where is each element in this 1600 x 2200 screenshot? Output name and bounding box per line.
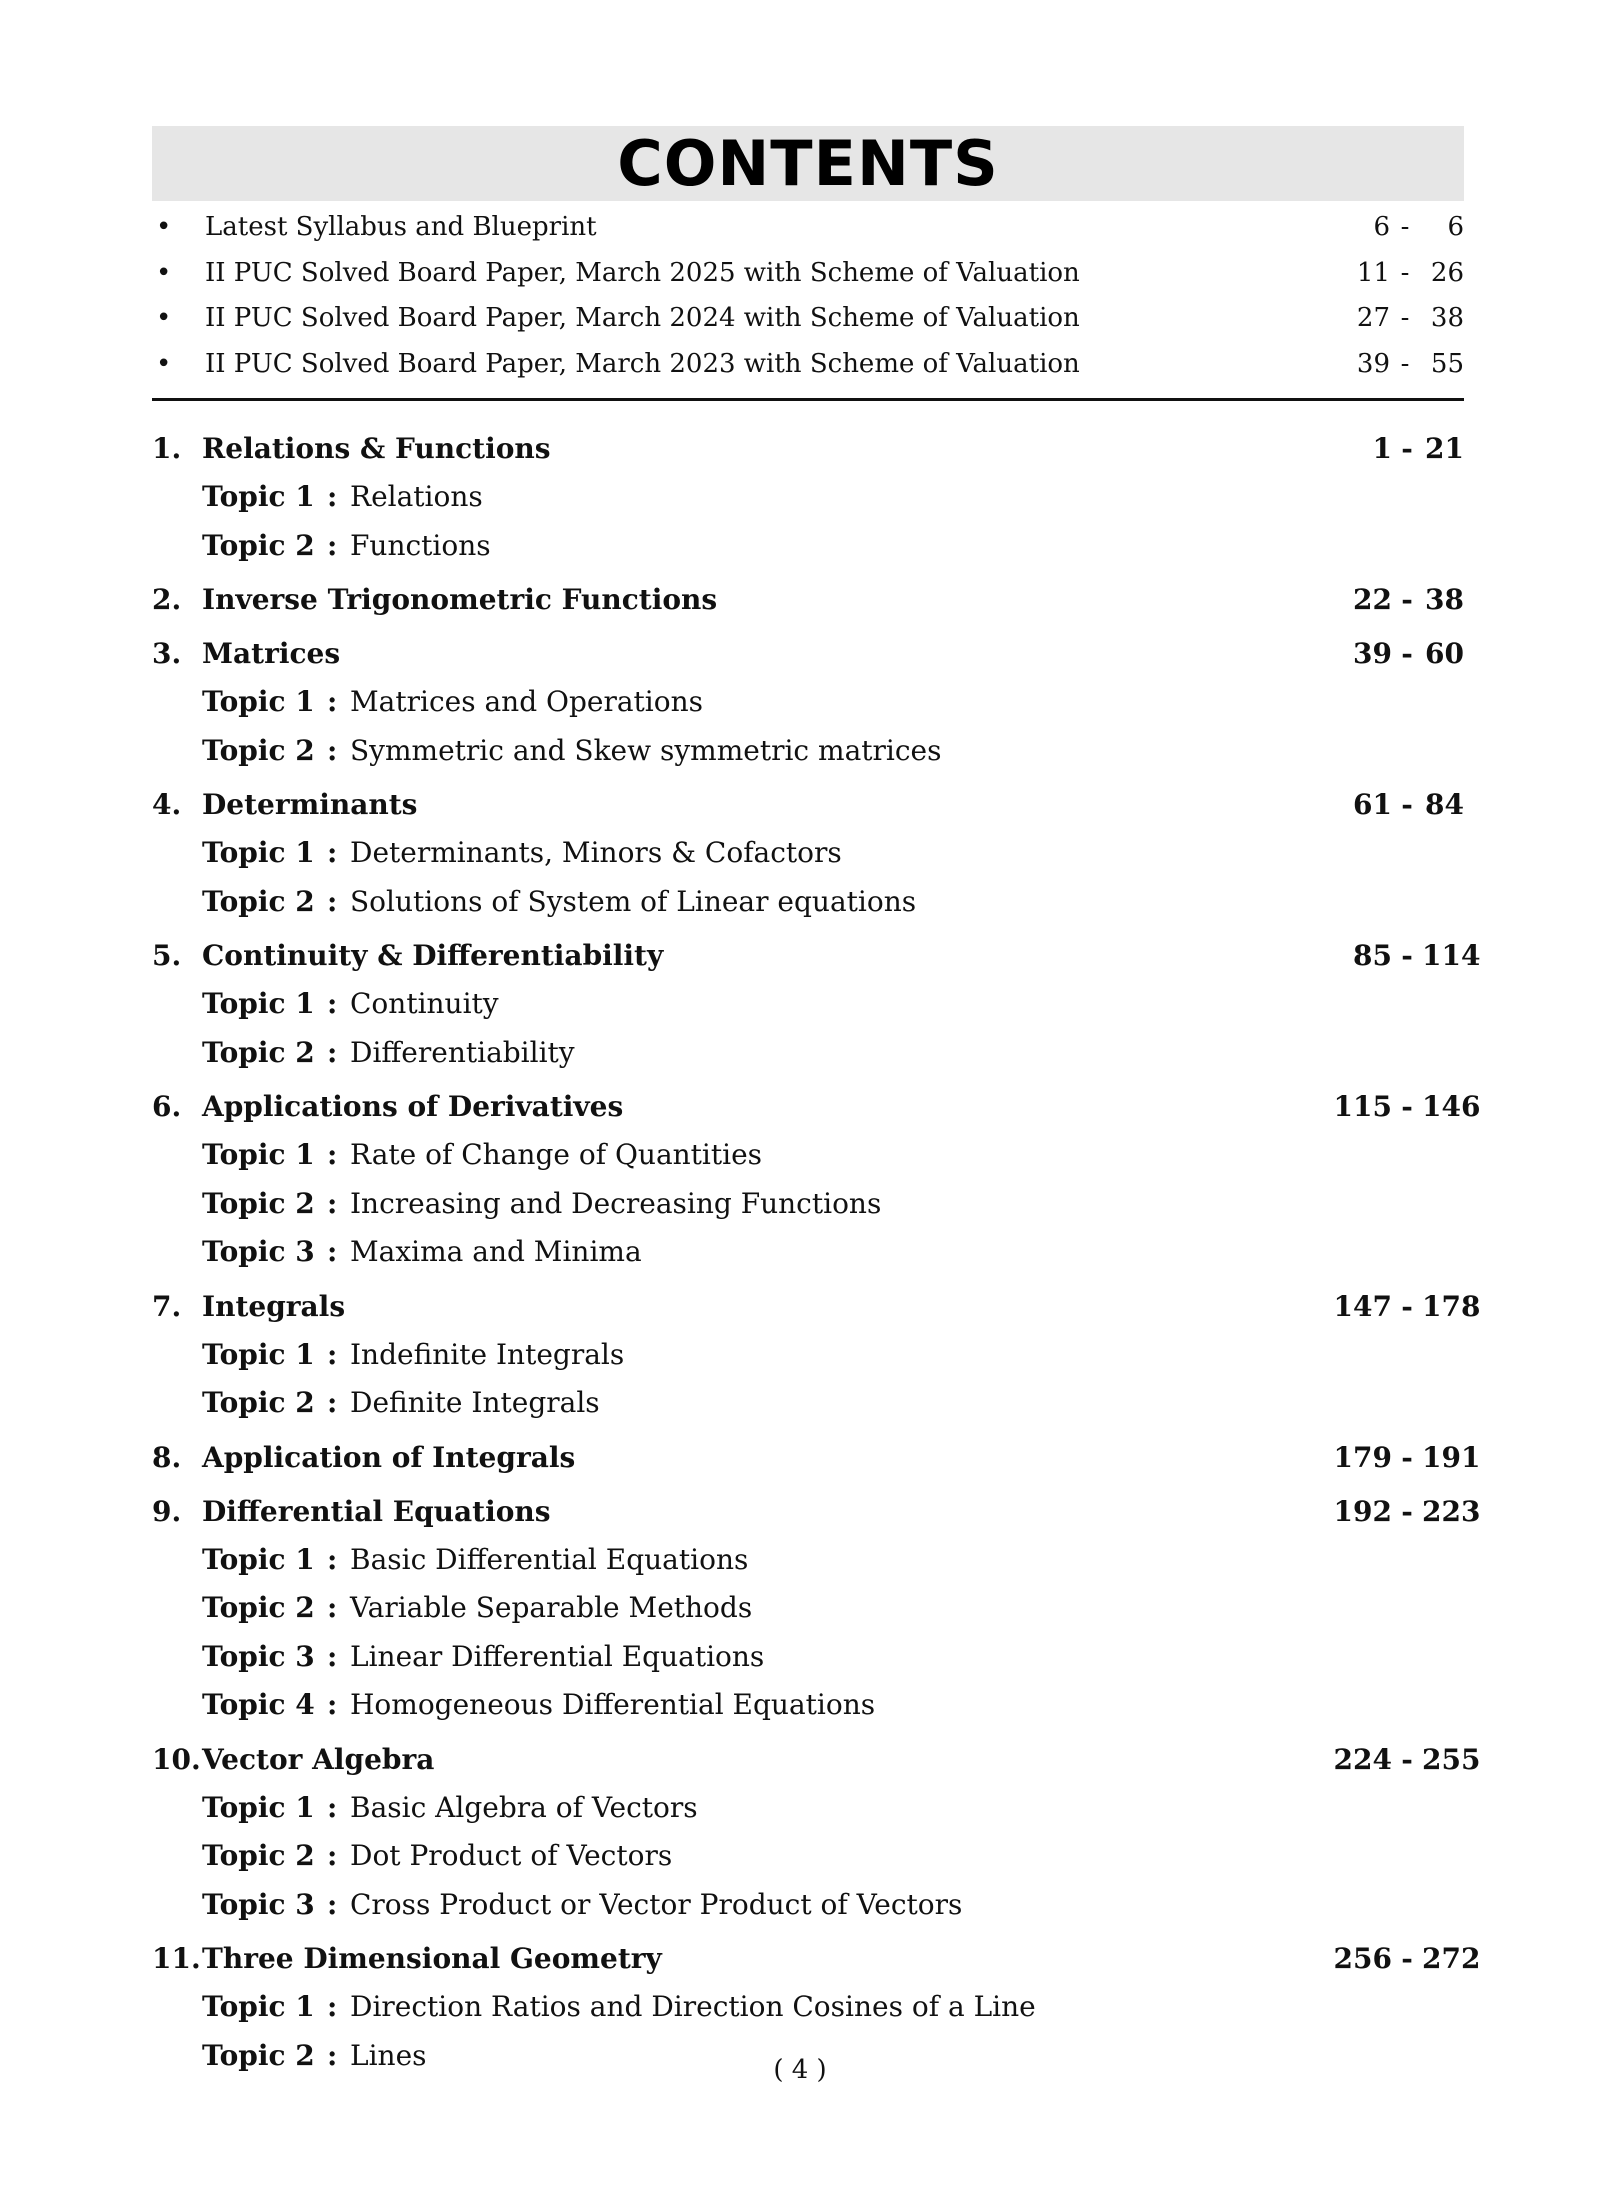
prelim-list: [152, 205, 1464, 387]
prelim-item: [152, 296, 1464, 342]
chapter-heading: [152, 424, 1464, 473]
topic-label: Topic 4: [202, 1688, 315, 1721]
chapter-number: 1.: [152, 432, 182, 465]
page-range-start: 39: [1356, 348, 1390, 379]
page-range-end: 272: [1422, 1942, 1481, 1975]
topic-title: Determinants, Minors & Cofactors: [350, 836, 842, 869]
topic-label: Topic 3: [202, 1887, 315, 1921]
topic-title: Linear Differential Equations: [350, 1639, 765, 1673]
page-range-start: 224: [1333, 1742, 1392, 1776]
topic-entry: [152, 522, 1464, 571]
topic-entry: [152, 678, 1464, 727]
topic-entry: [152, 1331, 1464, 1380]
chapter-number: 5.: [152, 939, 182, 972]
topic-title: Variable Separable Methods: [350, 1591, 753, 1624]
topic-colon: :: [327, 528, 338, 562]
page-range-dash: -: [1401, 637, 1413, 670]
page-range-end: 38: [1425, 583, 1464, 616]
page-number: ( 4 ): [773, 2055, 827, 2085]
topic-title: Increasing and Decreasing Functions: [350, 1186, 882, 1220]
topic-title: Definite Integrals: [350, 1386, 600, 1419]
topic-label: Topic 2: [202, 884, 315, 918]
topic-colon: :: [327, 1639, 338, 1673]
topic-label: Topic 2: [202, 733, 315, 767]
topic-entry: [152, 878, 1464, 927]
page-range-dash: -: [1401, 788, 1413, 821]
topic-label: Topic 2: [202, 1035, 315, 1069]
topic-label: Topic 3: [202, 1639, 315, 1673]
topic-title: Relations: [350, 480, 483, 513]
page-range-end: 55: [1430, 348, 1464, 379]
topic-title: Basic Algebra of Vectors: [350, 1790, 698, 1824]
topic-colon: :: [327, 1688, 338, 1721]
page-range-start: 192: [1333, 1494, 1392, 1528]
bullet-icon: •: [156, 348, 172, 379]
topic-colon: :: [327, 1337, 338, 1371]
page-range-start: 147: [1333, 1289, 1392, 1323]
chapter-title: Three Dimensional Geometry: [202, 1942, 662, 1975]
prelim-item: [152, 342, 1464, 388]
topic-label: Topic 1: [202, 1790, 315, 1824]
chapter-heading: [152, 780, 1464, 829]
page-range-end: 191: [1422, 1440, 1481, 1474]
page-range-start: 22: [1353, 583, 1392, 616]
topic-label: Topic 2: [202, 1386, 315, 1419]
page-range-dash: -: [1401, 1742, 1413, 1776]
topic-entry: [152, 1180, 1464, 1229]
topic-label: Topic 1: [202, 836, 315, 869]
chapter-heading: [152, 1487, 1481, 1536]
topic-label: Topic 2: [202, 1186, 315, 1220]
page-range-end: 26: [1430, 257, 1464, 288]
topic-entry: [152, 980, 1464, 1029]
topic-title: Lines: [350, 2038, 427, 2072]
topic-title: Differentiability: [350, 1035, 575, 1069]
topic-colon: :: [327, 1186, 338, 1220]
chapter-number: 7.: [152, 1289, 182, 1323]
topic-entry: [152, 1832, 1464, 1881]
topic-colon: :: [327, 733, 338, 767]
page-range-dash: -: [1401, 432, 1413, 465]
topic-label: Topic 2: [202, 2038, 315, 2072]
topic-colon: :: [327, 1790, 338, 1824]
topic-colon: :: [327, 1990, 338, 2023]
topic-entry: [152, 829, 1464, 878]
page-range-dash: -: [1401, 1289, 1413, 1323]
topic-title: Homogeneous Differential Equations: [350, 1688, 876, 1721]
topic-title: Indefinite Integrals: [350, 1337, 625, 1371]
bullet-icon: •: [156, 212, 172, 242]
topic-entry: [152, 727, 1464, 776]
chapter-heading: [152, 575, 1464, 624]
chapter-heading: [152, 1282, 1481, 1331]
chapter-heading: [152, 1082, 1481, 1131]
chapter-entry: [152, 424, 1464, 570]
prelim-title: II PUC Solved Board Paper, March 2025 with Scheme of Valuation: [205, 257, 1080, 288]
page-range-start: 39: [1353, 637, 1392, 670]
chapter-title: Inverse Trigonometric Functions: [202, 583, 718, 616]
topic-entry: [152, 1983, 1464, 2032]
page-range-start: 61: [1353, 788, 1392, 821]
page-range-end: 178: [1422, 1289, 1481, 1323]
topic-colon: :: [327, 1386, 338, 1419]
page-range-dash: -: [1400, 257, 1410, 288]
page-range-end: 84: [1425, 788, 1464, 821]
page-range-end: 6: [1447, 212, 1464, 242]
topic-colon: :: [327, 884, 338, 918]
topic-title: Continuity: [350, 987, 499, 1020]
chapter-number: 10.: [152, 1742, 201, 1776]
chapter-title: Applications of Derivatives: [202, 1090, 624, 1123]
page-range-start: 85: [1353, 939, 1392, 972]
topic-entry: [152, 1681, 1464, 1730]
page-range-start: 1: [1372, 432, 1392, 465]
chapter-entry: [152, 1487, 1481, 1730]
prelim-title: II PUC Solved Board Paper, March 2024 with Scheme of Valuation: [205, 303, 1080, 333]
topic-colon: :: [327, 685, 338, 718]
page-range-start: 11: [1356, 257, 1390, 288]
chapter-heading: [152, 1433, 1481, 1482]
chapter-entry: [152, 1082, 1481, 1277]
page-range-start: 6: [1373, 212, 1390, 242]
topic-title: Rate of Change of Quantities: [350, 1138, 763, 1171]
topic-colon: :: [327, 1591, 338, 1624]
page-range-dash: -: [1401, 939, 1413, 972]
page-range-start: 27: [1356, 303, 1390, 333]
chapter-entry: [152, 1433, 1481, 1482]
chapter-heading: [152, 1735, 1481, 1784]
chapter-entry: [152, 931, 1481, 1077]
page-range-start: 179: [1333, 1440, 1392, 1474]
topic-entry: [152, 1379, 1464, 1428]
topic-colon: :: [327, 987, 338, 1020]
page-range-end: 38: [1430, 303, 1464, 333]
page-range-end: 114: [1422, 939, 1481, 972]
page-range-dash: -: [1400, 303, 1410, 333]
topic-entry: [152, 1131, 1464, 1180]
topic-title: Symmetric and Skew symmetric matrices: [350, 733, 942, 767]
chapter-entry: [152, 780, 1464, 926]
page-range-end: 223: [1422, 1494, 1481, 1528]
page-range-start: 256: [1333, 1942, 1392, 1975]
topic-label: Topic 2: [202, 1591, 315, 1624]
prelim-title: Latest Syllabus and Blueprint: [205, 212, 597, 242]
page-range-end: 60: [1425, 637, 1464, 670]
topic-label: Topic 1: [202, 685, 315, 718]
title-band: [152, 126, 1464, 201]
topic-label: Topic 2: [202, 1839, 315, 1872]
topic-colon: :: [327, 2038, 338, 2072]
topic-colon: :: [327, 1235, 338, 1268]
chapter-title: Relations & Functions: [202, 432, 551, 465]
chapter-number: 4.: [152, 788, 182, 821]
page-range-dash: -: [1401, 1494, 1413, 1528]
prelim-title: II PUC Solved Board Paper, March 2023 with Scheme of Valuation: [205, 348, 1080, 379]
topic-title: Functions: [350, 528, 491, 562]
topic-colon: :: [327, 1542, 338, 1576]
chapter-title: Vector Algebra: [202, 1742, 435, 1776]
prelim-item: [152, 205, 1464, 251]
divider-rule: [152, 398, 1464, 401]
topic-label: Topic 3: [202, 1235, 315, 1268]
topic-title: Dot Product of Vectors: [350, 1839, 673, 1872]
chapter-entry: [152, 1282, 1481, 1428]
topic-entry: [152, 1784, 1464, 1833]
bullet-icon: •: [156, 303, 172, 333]
topic-entry: [152, 1584, 1464, 1633]
topic-label: Topic 1: [202, 1542, 315, 1576]
topic-colon: :: [327, 836, 338, 869]
page-range-dash: -: [1400, 212, 1410, 242]
topic-label: Topic 1: [202, 987, 315, 1020]
chapter-number: 2.: [152, 583, 182, 616]
topic-title: Solutions of System of Linear equations: [350, 884, 917, 918]
page-range-start: 115: [1333, 1090, 1392, 1123]
page-title: CONTENTS: [617, 127, 999, 200]
topic-entry: [152, 1881, 1464, 1930]
topic-title: Cross Product or Vector Product of Vectors: [350, 1887, 963, 1921]
page-range-dash: -: [1401, 1440, 1413, 1474]
chapter-entry: [152, 629, 1464, 775]
topic-entry: [152, 1228, 1464, 1277]
chapter-heading: [152, 1934, 1481, 1983]
chapter-title: Integrals: [202, 1289, 346, 1323]
chapter-entry: [152, 575, 1464, 624]
chapter-title: Determinants: [202, 788, 418, 821]
topic-colon: :: [327, 1138, 338, 1171]
page-range-dash: -: [1401, 583, 1413, 616]
chapter-entry: [152, 1735, 1481, 1930]
topic-title: Matrices and Operations: [350, 685, 704, 718]
chapter-heading: [152, 629, 1464, 678]
page-range-dash: -: [1401, 1942, 1413, 1975]
topic-label: Topic 1: [202, 1337, 315, 1371]
chapter-title: Application of Integrals: [202, 1440, 576, 1474]
topic-title: Maxima and Minima: [350, 1235, 642, 1268]
bullet-icon: •: [156, 257, 172, 288]
chapter-list: [152, 424, 1481, 2085]
topic-label: Topic 2: [202, 528, 315, 562]
chapter-number: 6.: [152, 1090, 182, 1123]
page-range-end: 146: [1422, 1090, 1481, 1123]
topic-entry: [152, 1633, 1464, 1682]
topic-entry: [152, 473, 1464, 522]
topic-entry: [152, 1029, 1464, 1078]
topic-label: Topic 1: [202, 1990, 315, 2023]
topic-colon: :: [327, 1887, 338, 1921]
topic-label: Topic 1: [202, 480, 315, 513]
chapter-number: 8.: [152, 1440, 182, 1474]
topic-title: Direction Ratios and Direction Cosines of a Line: [350, 1990, 1036, 2023]
topic-colon: :: [327, 480, 338, 513]
chapter-number: 11.: [152, 1942, 201, 1975]
chapter-title: Differential Equations: [202, 1494, 551, 1528]
topic-title: Basic Differential Equations: [350, 1542, 749, 1576]
topic-colon: :: [327, 1839, 338, 1872]
page-range-end: 255: [1422, 1742, 1481, 1776]
page-range-end: 21: [1425, 432, 1464, 465]
chapter-heading: [152, 931, 1481, 980]
topic-entry: [152, 1536, 1464, 1585]
chapter-number: 9.: [152, 1494, 182, 1528]
page-range-dash: -: [1401, 1090, 1413, 1123]
topic-label: Topic 1: [202, 1138, 315, 1171]
topic-colon: :: [327, 1035, 338, 1069]
chapter-number: 3.: [152, 637, 182, 670]
chapter-title: Matrices: [202, 637, 341, 670]
prelim-item: [152, 251, 1464, 297]
page-range-dash: -: [1400, 348, 1410, 379]
chapter-title: Continuity & Differentiability: [202, 939, 664, 972]
